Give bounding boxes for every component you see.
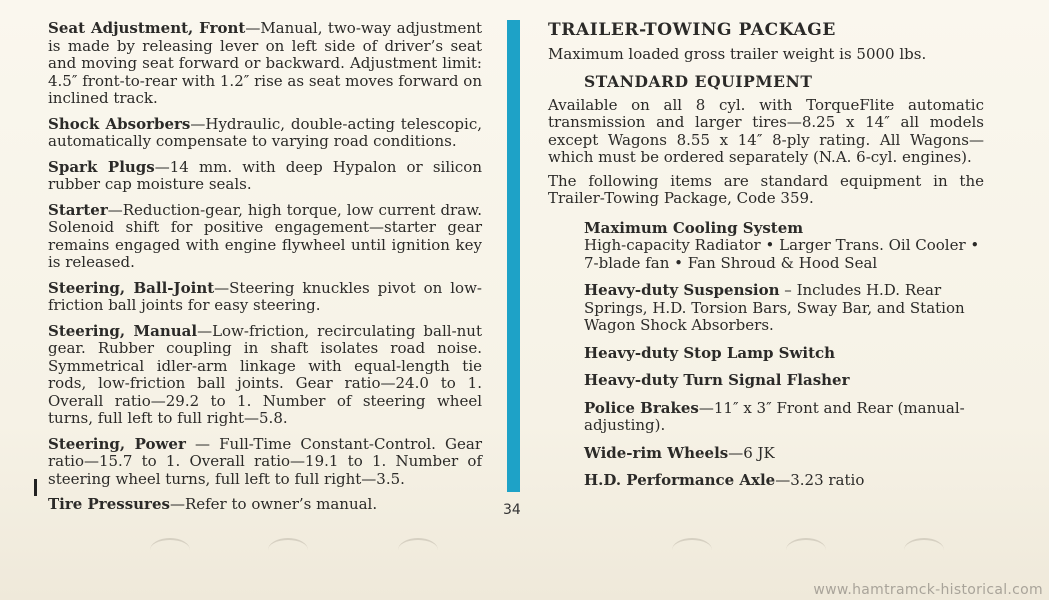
spec-term: Spark Plugs: [48, 157, 155, 176]
equipment-term: Wide-rim Wheels: [584, 443, 729, 462]
spec-text: —Steering knuckles pivot on low-friction ball joints for easy steering.: [48, 278, 482, 314]
equipment-item: [584, 472, 984, 490]
binder-hole: [268, 538, 308, 562]
spec-entry: [48, 496, 482, 514]
spec-text: —Refer to owner’s manual.: [169, 495, 378, 513]
equipment-item: [584, 282, 984, 335]
spec-text: — Full-Time Constant-Control. Gear ratio—15.7 to 1. Overall ratio—19.1 to 1. Number of steering wheel turns, full left to full right—3.5.: [48, 434, 483, 488]
equipment-term: Heavy-duty Turn Signal Flasher: [584, 371, 850, 389]
spec-text: —Reduction-gear, high torque, low current draw. Solenoid shift for positive engagement—starter gear remains engaged with engine flywheel until ignition key is released.: [48, 200, 482, 271]
left-column: [48, 20, 482, 522]
binder-holes: [0, 538, 1049, 578]
watermark-text: www.hamtramck-historical.com: [813, 582, 1043, 598]
section-subtitle: STANDARD EQUIPMENT: [584, 71, 813, 91]
spec-term: Steering, Ball-Joint: [48, 278, 215, 297]
equipment-term: Police Brakes: [584, 398, 699, 417]
equipment-item: [584, 345, 984, 363]
section-title: TRAILER-TOWING PACKAGE: [548, 20, 836, 40]
binder-hole: [672, 538, 712, 562]
equipment-term: H.D. Performance Axle: [584, 471, 776, 489]
binder-hole: [150, 538, 190, 562]
equipment-term: Heavy-duty Stop Lamp Switch: [584, 343, 836, 362]
spec-term: Seat Adjustment, Front: [48, 19, 246, 37]
equipment-item: [584, 372, 984, 390]
spec-entry: [48, 116, 482, 151]
equipment-text: —6 JK: [728, 443, 775, 462]
spec-term: Tire Pressures: [48, 495, 170, 513]
spec-text: —Manual, two-way adjustment is made by releasing lever on left side of driver’s seat and moving seat forward or backward. Adjustment limit: 4.5″ front-to-rear with 1.2″ rise as seat moves forward on inclined track.: [48, 19, 483, 107]
equipment-text: —3.23 ratio: [775, 471, 865, 489]
availability-paragraph: Available on all 8 cyl. with TorqueFlite automatic transmission and larger tires—8.25 x 14″ all models except Wagons 8.55 x 14″ 8-ply rating. All Wagons—which must be ordered separately (N.A. 6-cyl. engines).: [548, 95, 984, 166]
equipment-text: – Includes H.D. Rear Springs, H.D. Torsion Bars, Sway Bar, and Station Wagon Shock Absorbers.: [584, 281, 965, 334]
equipment-text: —11″ x 3″ Front and Rear (manual-adjusting).: [584, 398, 965, 434]
equipment-item: [584, 445, 984, 463]
max-weight-text: Maximum loaded gross trailer weight is 5000 lbs.: [548, 45, 927, 63]
package-intro-paragraph: The following items are standard equipment in the Trailer-Towing Package, Code 359.: [548, 171, 984, 207]
spec-text: —Low-friction, recirculating ball-nut gear. Rubber coupling in shaft isolates road noise. Symmetrical idler-arm linkage with equal-length tie rods, low-friction ball joints. Gear ratio—24.0 to 1. Overall ratio—29.2 to 1. Number of steering wheel turns, full left to full right—5.8.: [48, 321, 482, 427]
spec-term: Starter: [48, 200, 108, 219]
page-number: 34: [503, 502, 521, 518]
spec-entry: [48, 323, 482, 428]
binder-hole: [904, 538, 944, 562]
spec-entry: [48, 280, 482, 315]
spec-entry: [48, 159, 482, 194]
binder-hole: [398, 538, 438, 562]
spec-term: Shock Absorbers: [48, 114, 191, 133]
equipment-item: [584, 220, 984, 273]
right-column: [548, 20, 984, 500]
equipment-item: [584, 400, 984, 435]
margin-mark: [34, 479, 37, 496]
spec-text: —14 mm. with deep Hypalon or silicon rubber cap moisture seals.: [48, 157, 483, 193]
spec-term: Steering, Power: [48, 434, 186, 453]
spec-entry: [48, 20, 482, 108]
spec-term: Steering, Manual: [48, 321, 198, 340]
spec-entry: [48, 436, 482, 489]
spec-entry: [48, 202, 482, 272]
spec-text: —Hydraulic, double-acting telescopic, automatically compensate to varying road conditions.: [48, 114, 482, 150]
accent-bar: [507, 20, 520, 492]
equipment-text: High-capacity Radiator • Larger Trans. Oil Cooler • 7-blade fan • Fan Shroud & Hood Seal: [584, 236, 980, 272]
binder-hole: [786, 538, 826, 562]
equipment-term: Maximum Cooling System: [584, 218, 804, 237]
equipment-term: Heavy-duty Suspension: [584, 281, 780, 299]
